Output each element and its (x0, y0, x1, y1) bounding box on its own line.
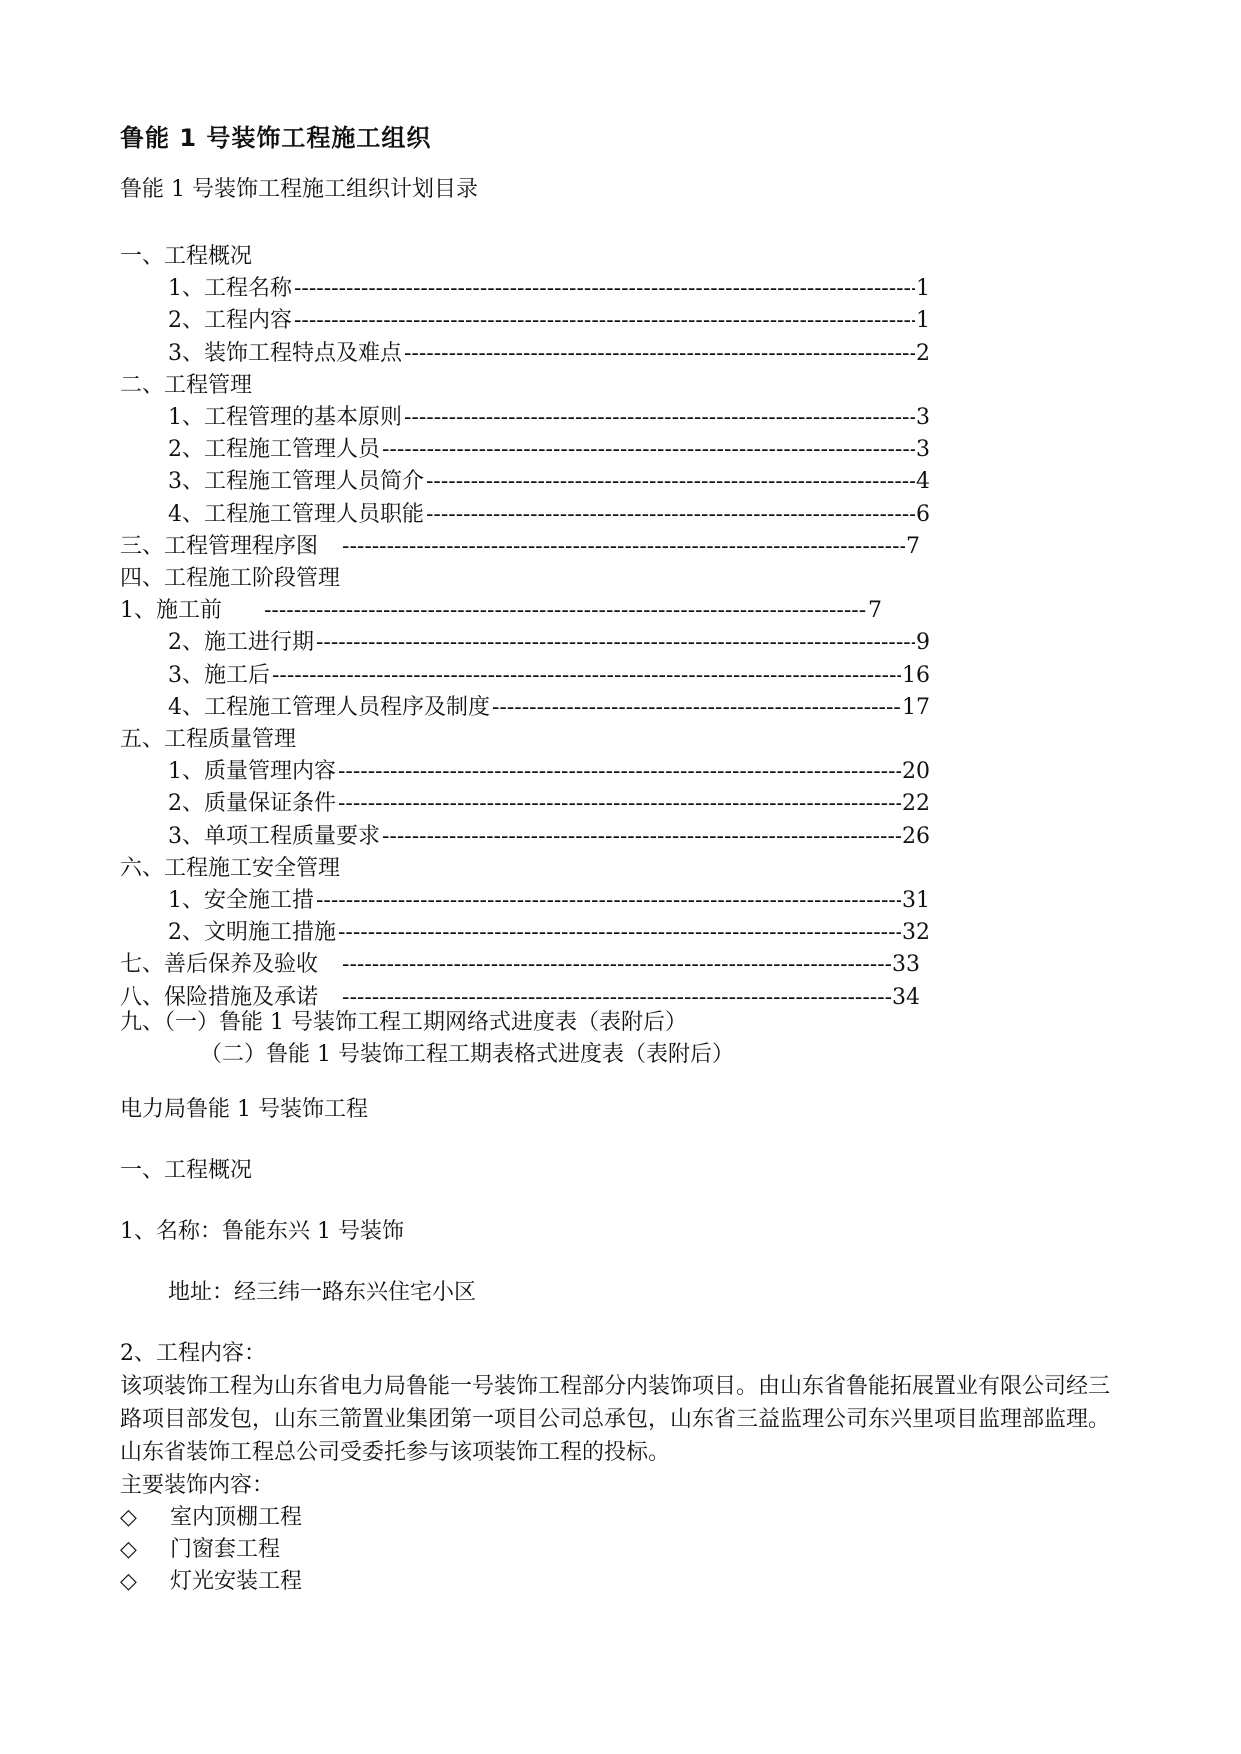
toc-page-number: 33 (891, 949, 920, 981)
toc-dot-leader (264, 595, 867, 627)
toc-entry (168, 788, 1100, 820)
toc-entry-label: 2、质量保证条件 (168, 788, 338, 820)
toc-entry (168, 402, 1100, 434)
list-item-text: 门窗套工程 (170, 1537, 281, 1562)
toc-entry (120, 531, 1100, 563)
toc-heading: 鲁能 1 号装饰工程施工组织计划目录 (120, 177, 478, 202)
toc-entry-label: 4、工程施工管理人员职能 (168, 499, 426, 531)
toc-entry (168, 821, 1100, 853)
toc-entry-label: 二、工程管理 (120, 370, 254, 402)
toc-entry-label: 1、工程名称 (168, 273, 294, 305)
list-item-text: 灯光安装工程 (170, 1569, 303, 1594)
toc-entry-label: 3、装饰工程特点及难点 (168, 338, 404, 370)
toc-dot-leader (272, 660, 901, 692)
diamond-bullet-icon: ◇ (120, 1505, 137, 1530)
toc-page-number: 16 (901, 660, 930, 692)
section-heading-overview: 一、工程概况 (120, 1158, 253, 1183)
toc-section-heading (120, 853, 1100, 885)
toc-dot-leader (492, 692, 901, 724)
toc-dot-leader (404, 402, 915, 434)
content-paragraph: 该项装饰工程为山东省电力局鲁能一号装饰工程部分内装饰项目。由山东省鲁能拓展置业有限公司经三路项目部发包，山东三箭置业集团第一项目公司总承包，山东省三益监理公司东兴里项目监理部监理。山东省装饰工程总公司受委托参与该项装饰工程的投标。 (120, 1374, 1111, 1465)
toc-entry-label: 4、工程施工管理人员程序及制度 (168, 692, 492, 724)
toc-entry-label: 1、质量管理内容 (168, 756, 338, 788)
toc-page-number: 9 (915, 627, 930, 659)
diamond-bullet-icon: ◇ (120, 1537, 137, 1562)
toc-entry-label: 2、工程施工管理人员 (168, 434, 382, 466)
toc-entry-label: 三、工程管理程序图 (120, 531, 320, 563)
toc-page-number: 1 (915, 273, 930, 305)
toc-entry (168, 338, 1100, 370)
toc-entry (168, 660, 1100, 692)
toc-dot-leader (382, 434, 915, 466)
main-items-label: 主要装饰内容： (120, 1473, 275, 1498)
toc-dot-leader (426, 499, 915, 531)
toc-tail-line-2: （二）鲁能 1 号装饰工程工期表格式进度表（表附后） (200, 1042, 734, 1067)
toc-entry (168, 627, 1100, 659)
toc-entry-label: 3、单项工程质量要求 (168, 821, 382, 853)
toc-page-number: 1 (915, 305, 930, 337)
toc-dot-leader (342, 531, 905, 563)
toc-entry-label: 3、工程施工管理人员简介 (168, 466, 426, 498)
toc-entry-label: 1、安全施工措 (168, 885, 316, 917)
toc-entry (168, 885, 1100, 917)
toc-entry-label: 八、保险措施及承诺 (120, 982, 320, 1014)
toc-dot-leader (342, 949, 891, 981)
project-heading: 电力局鲁能 1 号装饰工程 (120, 1097, 368, 1122)
toc-dot-leader (316, 627, 915, 659)
project-name-line: 1、名称：鲁能东兴 1 号装饰 (120, 1219, 404, 1244)
toc-entry (168, 692, 1100, 724)
toc-entry-label: 四、工程施工阶段管理 (120, 563, 342, 595)
toc-page-number: 17 (901, 692, 930, 724)
toc-page-number: 34 (891, 982, 920, 1014)
toc-entry-label: 2、工程内容 (168, 305, 294, 337)
toc-entry (168, 917, 1100, 949)
toc-entry (120, 595, 1100, 627)
toc-entry (168, 756, 1100, 788)
list-item (120, 1534, 280, 1566)
toc-page-number: 3 (915, 434, 930, 466)
list-item (120, 1502, 302, 1534)
toc-dot-leader (294, 305, 915, 337)
toc-section-heading (120, 370, 1100, 402)
list-item (120, 1566, 302, 1598)
toc-page-number: 22 (901, 788, 930, 820)
toc-tail-line-1: 九、（一）鲁能 1 号装饰工程工期网络式进度表（表附后） (120, 1010, 687, 1035)
list-item-text: 室内顶棚工程 (170, 1505, 303, 1530)
toc-entry (168, 434, 1100, 466)
toc-page-number: 31 (901, 885, 930, 917)
toc-page-number: 2 (915, 338, 930, 370)
toc-dot-leader (426, 466, 915, 498)
toc-entry-label: 七、善后保养及验收 (120, 949, 320, 981)
toc-dot-leader (338, 917, 901, 949)
toc-dot-leader (338, 756, 901, 788)
toc-entry-label: 1、工程管理的基本原则 (168, 402, 404, 434)
toc-entry-label: 3、施工后 (168, 660, 272, 692)
toc-page-number: 26 (901, 821, 930, 853)
toc-entry-label: 1、施工前 (120, 595, 224, 627)
toc-entry (168, 305, 1100, 337)
toc-entry-label: 2、文明施工措施 (168, 917, 338, 949)
toc-entry (120, 949, 1100, 981)
toc-page-number: 20 (901, 756, 930, 788)
toc-section-heading (120, 241, 1100, 273)
document-title: 鲁能 1 号装饰工程施工组织 (120, 124, 432, 152)
toc-dot-leader (404, 338, 915, 370)
toc-entry (168, 273, 1100, 305)
toc-section-heading (120, 724, 1100, 756)
toc-entry-label: 2、施工进行期 (168, 627, 316, 659)
toc-page-number: 7 (905, 531, 920, 563)
toc-entry (168, 499, 1100, 531)
toc-entry (168, 466, 1100, 498)
toc-page-number: 3 (915, 402, 930, 434)
project-address-line: 地址：经三纬一路东兴住宅小区 (168, 1280, 477, 1305)
diamond-bullet-icon: ◇ (120, 1569, 137, 1594)
toc-entry-label: 一、工程概况 (120, 241, 254, 273)
toc-page-number: 6 (915, 499, 930, 531)
toc-entry-label: 五、工程质量管理 (120, 724, 298, 756)
toc-dot-leader (316, 885, 901, 917)
toc-dot-leader (294, 273, 915, 305)
content-label: 2、工程内容： (120, 1341, 266, 1366)
toc-page-number: 7 (867, 595, 882, 627)
toc-dot-leader (338, 788, 901, 820)
toc-dot-leader (382, 821, 901, 853)
toc-page-number: 32 (901, 917, 930, 949)
toc-entry-label: 六、工程施工安全管理 (120, 853, 342, 885)
toc-page-number: 4 (915, 466, 930, 498)
toc-section-heading (120, 563, 1100, 595)
